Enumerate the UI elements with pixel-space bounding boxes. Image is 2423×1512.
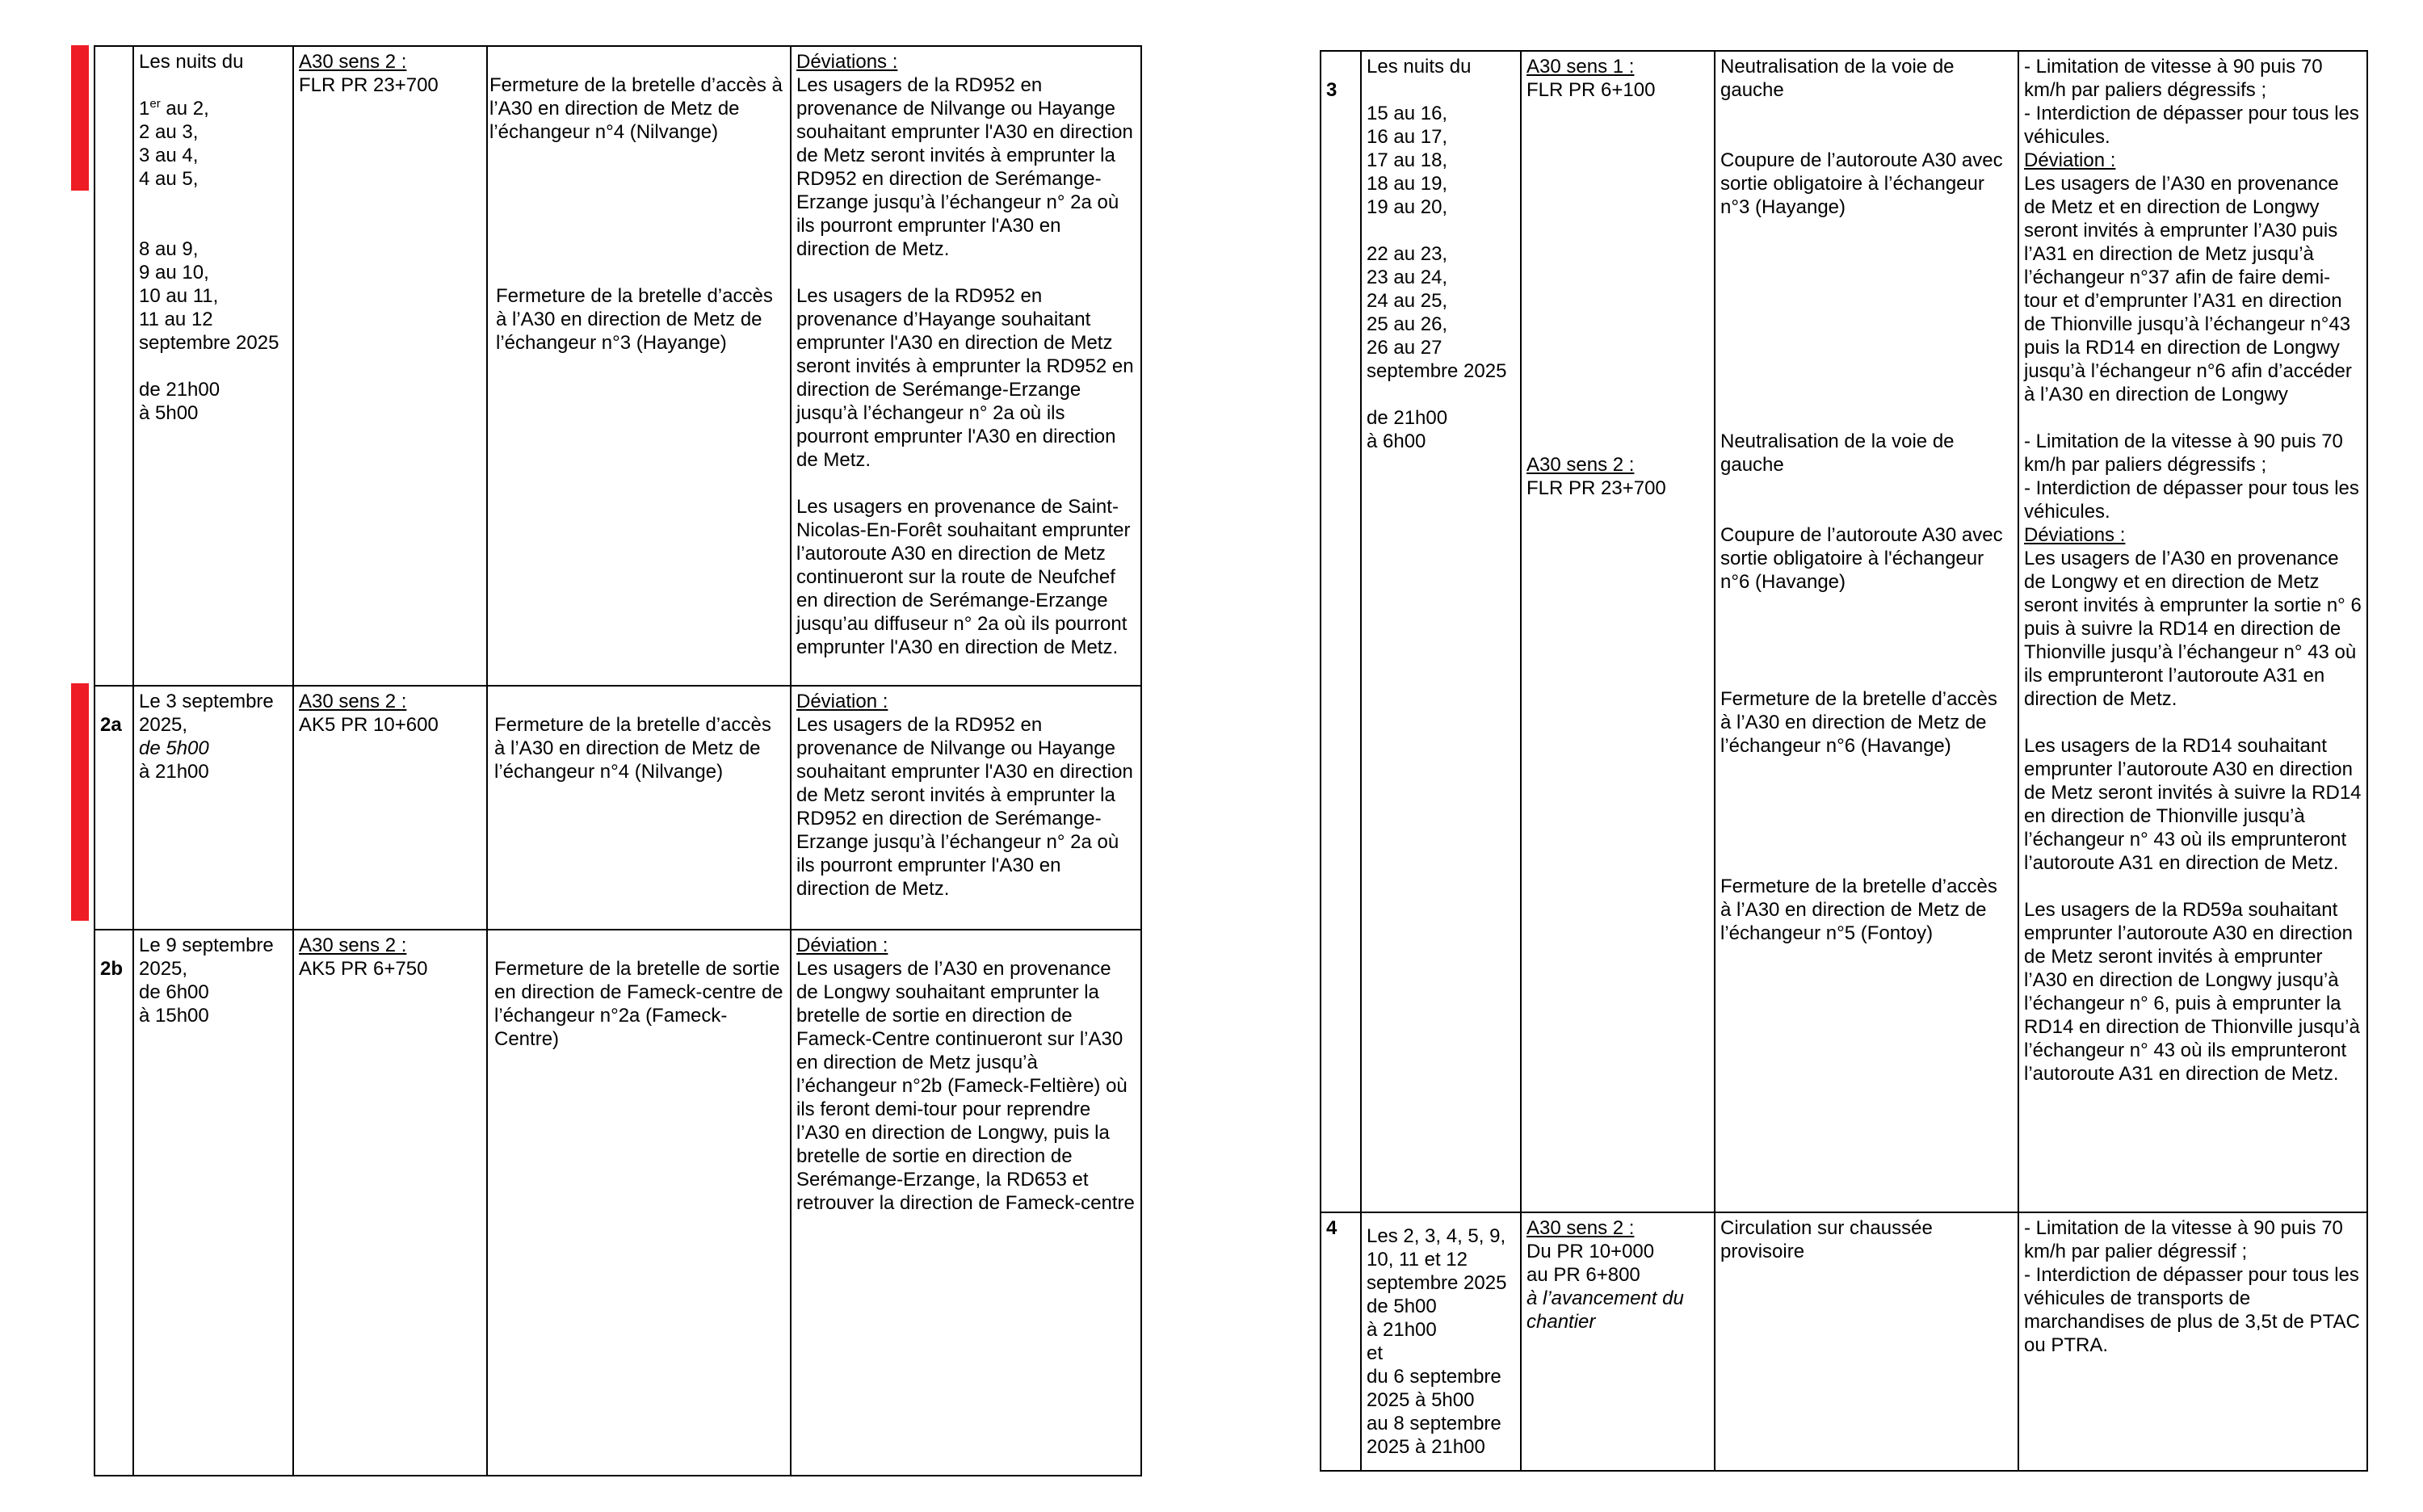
- revision-marker-row2a: [71, 683, 89, 921]
- measures-cell: Circulation sur chaussée provisoire: [1715, 1212, 2018, 1471]
- location-cell: A30 sens 2 : FLR PR 23+700: [293, 46, 487, 686]
- conditions-cell: - Limitation de la vitesse à 90 puis 70 km/h par palier dégressif ; - Interdiction de dépasser pour tous les véhicules de transports de marchandises de plus de 3,5t de PTAC ou PTRA.: [2018, 1212, 2367, 1471]
- conditions-deviation-cell: - Limitation de vitesse à 90 puis 70 km/h par paliers dégressifs ; - Interdiction de dépasser pour tous les véhicules. Déviation : Les usagers de l’A30 en provenance de Metz et en direction de Longwy seront invités à emprunter l’A30 puis l’A31 en direction de Metz jusqu’à l’échangeur n°37 afin de faire demi-tour et d’emprunter l’A31 en direction de Thionville jusqu’à l’échangeur n°43 puis la RD14 en direction de Longwy jusqu’à l’échangeur n°6 afin d’accéder à l’A30 en direction de Longwy - Limitation de la vitesse à 90 puis 70 km/h par paliers dégressifs ; - Interdiction de dépasser pour tous les véhicules. Déviations : Les usagers de l’A30 en provenance de Longwy et en direction de Metz seront invités à emprunter la sortie n° 6 puis à suivre la RD14 en direction de Thionville jusqu’à l’échangeur n° 43 où ils emprunteront l’autoroute A31 en direction de Metz. Les usagers de la RD14 souhaitant emprunter l’autoroute A30 en direction de Metz seront invités à suivre la RD14 en direction de Thionville jusqu’à l’échangeur n° 43 où ils emprunteront l’autoroute A31 en direction de Metz. Les usagers de la RD59a souhaitant emprunter l’autoroute A30 en direction de Metz seront invités à emprunter l’A30 en direction de Longwy jusqu’à l’échangeur n° 6, puis à emprunter la RD14 en direction de Thionville jusqu’à l’échangeur n° 43 où ils emprunteront l’autoroute A31 en direction de Metz.: [2018, 51, 2367, 1212]
- measures-cell: Fermeture de la bretelle d’accès à l’A30 en direction de Metz de l’échangeur n°4 (Nilvange): [487, 686, 791, 930]
- date-cell: Le 9 septembre 2025, de 6h00 à 15h00: [133, 930, 293, 1476]
- date-cell: Les 2, 3, 4, 5, 9, 10, 11 et 12 septembre 2025 de 5h00 à 21h00 et du 6 septembre 2025 à 5h00 au 8 septembre 2025 à 21h00: [1361, 1212, 1521, 1471]
- location-cell: A30 sens 2 : Du PR 10+000 au PR 6+800 à l’avancement du chantier: [1521, 1212, 1715, 1471]
- table-row: [94, 686, 1141, 930]
- measures-cell: Neutralisation de la voie de gauche Coupure de l’autoroute A30 avec sortie obligatoire à l’échangeur n°3 (Hayange) Neutralisation de la voie de gauche Coupure de l’autoroute A30 avec sortie obligatoire à l'échangeur n°6 (Havange) Fermeture de la bretelle d’accès à l’A30 en direction de Metz de l’échangeur n°6 (Havange) Fermeture de la bretelle d’accès à l’A30 en direction de Metz de l’échangeur n°5 (Fontoy): [1715, 51, 2018, 1212]
- row-number: 4: [1321, 1212, 1361, 1471]
- location-cell: A30 sens 2 : AK5 PR 6+750: [293, 930, 487, 1476]
- date-cell: Les nuits du 15 au 16, 16 au 17, 17 au 18, 18 au 19, 19 au 20, 22 au 23, 23 au 24, 24 au 25, 25 au 26, 26 au 27 septembre 2025 de 21h00 à 6h00: [1361, 51, 1521, 1212]
- table-row: [94, 930, 1141, 1476]
- revision-marker-row1: [71, 45, 89, 191]
- date-cell: Les nuits du 1er au 2, 2 au 3, 3 au 4, 4 au 5, 8 au 9, 9 au 10, 10 au 11, 11 au 12 septembre 2025 de 21h00 à 5h00: [133, 46, 293, 686]
- measures-cell: Fermeture de la bretelle d’accès à l’A30 en direction de Metz de l’échangeur n°4 (Nilvange) Fermeture de la bretelle d’accès à l’A30 en direction de Metz de l’échangeur n°3 (Hayange): [487, 46, 791, 686]
- location-cell: A30 sens 2 : AK5 PR 10+600: [293, 686, 487, 930]
- right-traffic-table: [1320, 50, 2368, 1472]
- row-number: 2a: [94, 686, 133, 930]
- row-number: 2b: [94, 930, 133, 1476]
- table-row: [1321, 1212, 2367, 1471]
- table-row: [94, 46, 1141, 686]
- row-number: [94, 46, 133, 686]
- measures-cell: Fermeture de la bretelle de sortie en direction de Fameck-centre de l’échangeur n°2a (Fameck-Centre): [487, 930, 791, 1476]
- deviation-cell: Déviations : Les usagers de la RD952 en provenance de Nilvange ou Hayange souhaitant emprunter l'A30 en direction de Metz seront invités à emprunter la RD952 en direction de Serémange-Erzange jusqu’à l’échangeur n° 2a où ils pourront emprunter l'A30 en direction de Metz. Les usagers de la RD952 en provenance d’Hayange souhaitant emprunter l'A30 en direction de Metz seront invités à emprunter la RD952 en direction de Serémange-Erzange jusqu’à l’échangeur n° 2a où ils pourront emprunter l'A30 en direction de Metz. Les usagers en provenance de Saint-Nicolas-En-Forêt souhaitant emprunter l’autoroute A30 en direction de Metz continueront sur la route de Neufchef en direction de Serémange-Erzange jusqu’au diffuseur n° 2a où ils pourront emprunter l'A30 en direction de Metz.: [791, 46, 1141, 686]
- location-cell: A30 sens 1 : FLR PR 6+100 A30 sens 2 : FLR PR 23+700: [1521, 51, 1715, 1212]
- deviation-cell: Déviation : Les usagers de la RD952 en provenance de Nilvange ou Hayange souhaitant emprunter l'A30 en direction de Metz seront invités à emprunter la RD952 en direction de Serémange-Erzange jusqu’à l’échangeur n° 2a où ils pourront emprunter l'A30 en direction de Metz.: [791, 686, 1141, 930]
- date-cell: Le 3 septembre 2025, de 5h00 à 21h00: [133, 686, 293, 930]
- row-number: 3: [1321, 51, 1361, 1212]
- deviation-cell: Déviation : Les usagers de l’A30 en provenance de Longwy souhaitant emprunter la bretelle de sortie en direction de Fameck-Centre continueront sur l’A30 en direction de Metz jusqu’à l’échangeur n°2b (Fameck-Feltière) où ils feront demi-tour pour reprendre l’A30 en direction de Longwy, puis la bretelle de sortie en direction de Serémange-Erzange, la RD653 et retrouver la direction de Fameck-centre: [791, 930, 1141, 1476]
- table-row: [1321, 51, 2367, 1212]
- left-traffic-table: [94, 45, 1142, 1476]
